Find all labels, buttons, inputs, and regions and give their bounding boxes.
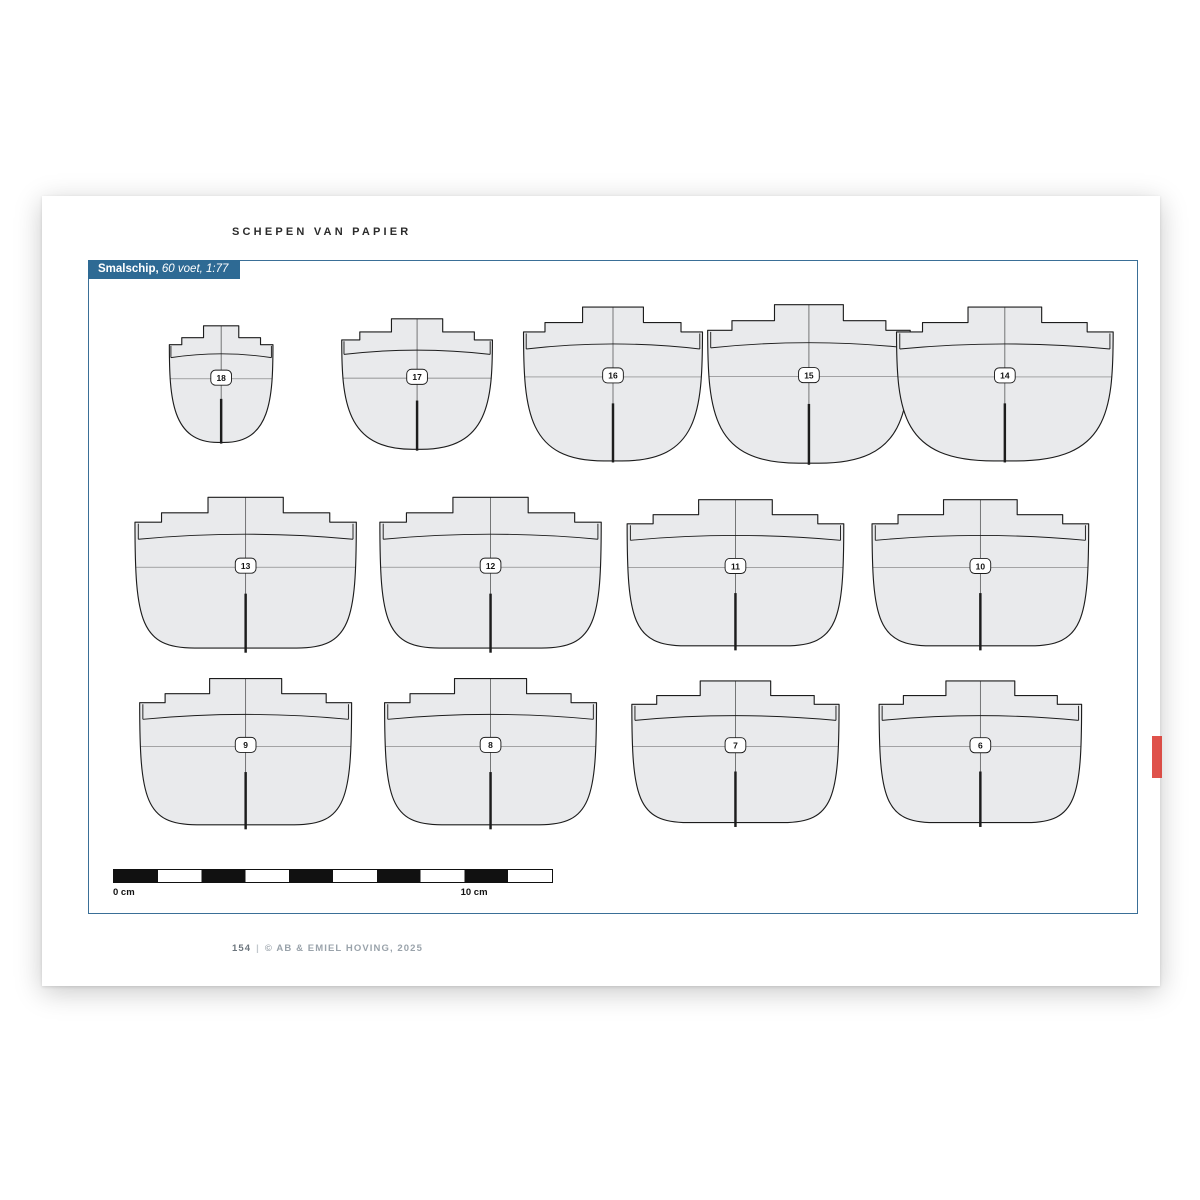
ship-frame-13: [135, 497, 356, 652]
frame-number-label: 6: [977, 740, 983, 751]
ship-frame-17: [342, 319, 493, 451]
plate-title-bold: Smalschip,: [98, 263, 159, 275]
ship-frame-12: [380, 497, 601, 652]
frame-number-label: 9: [243, 740, 249, 751]
frames-drawing-area: [89, 283, 1137, 867]
frame-number-label: 14: [1000, 370, 1010, 381]
ship-frame-10: [872, 500, 1089, 651]
frame-number-label: 17: [412, 372, 422, 383]
ship-frame-16: [524, 307, 703, 462]
ship-frame-8: [385, 679, 597, 830]
frame-number-label: 11: [730, 561, 740, 572]
frame-number-label: 13: [240, 560, 251, 571]
frame-number-label: 18: [216, 372, 226, 383]
ship-frame-15: [708, 305, 911, 465]
page-number: 154: [232, 943, 252, 954]
plate-frame: [88, 260, 1138, 914]
scale-bar: [113, 869, 553, 903]
frame-number-label: 12: [485, 560, 496, 571]
scale-bar-ruler: [113, 869, 553, 883]
scale-label-left: 0 cm: [113, 887, 135, 898]
frame-number-label: 16: [608, 370, 618, 381]
scale-label-right: 10 cm: [460, 887, 488, 898]
ship-frame-6: [879, 681, 1082, 827]
footer-separator: |: [256, 943, 260, 954]
frame-number-label: 8: [488, 740, 493, 751]
ship-frame-7: [632, 681, 839, 827]
ship-frame-11: [627, 500, 844, 651]
frame-number-label: 10: [975, 561, 986, 572]
ship-frame-14: [897, 307, 1114, 462]
ship-frame-9: [140, 679, 352, 830]
frame-number-label: 7: [733, 740, 738, 751]
page-edge-marker: [1152, 736, 1162, 778]
page-footer: [232, 943, 423, 954]
plate-title-badge: [88, 260, 240, 279]
ship-frame-18: [169, 326, 273, 444]
running-head: SCHEPEN VAN PAPIER: [232, 226, 412, 238]
frame-number-label: 15: [804, 370, 814, 381]
ship-frames-diagram: [89, 283, 1137, 867]
plate-title-italic: 60 voet, 1:77: [158, 263, 229, 275]
copyright-notice: © AB & EMIEL HOVING, 2025: [264, 943, 423, 954]
document-page: [42, 196, 1160, 986]
